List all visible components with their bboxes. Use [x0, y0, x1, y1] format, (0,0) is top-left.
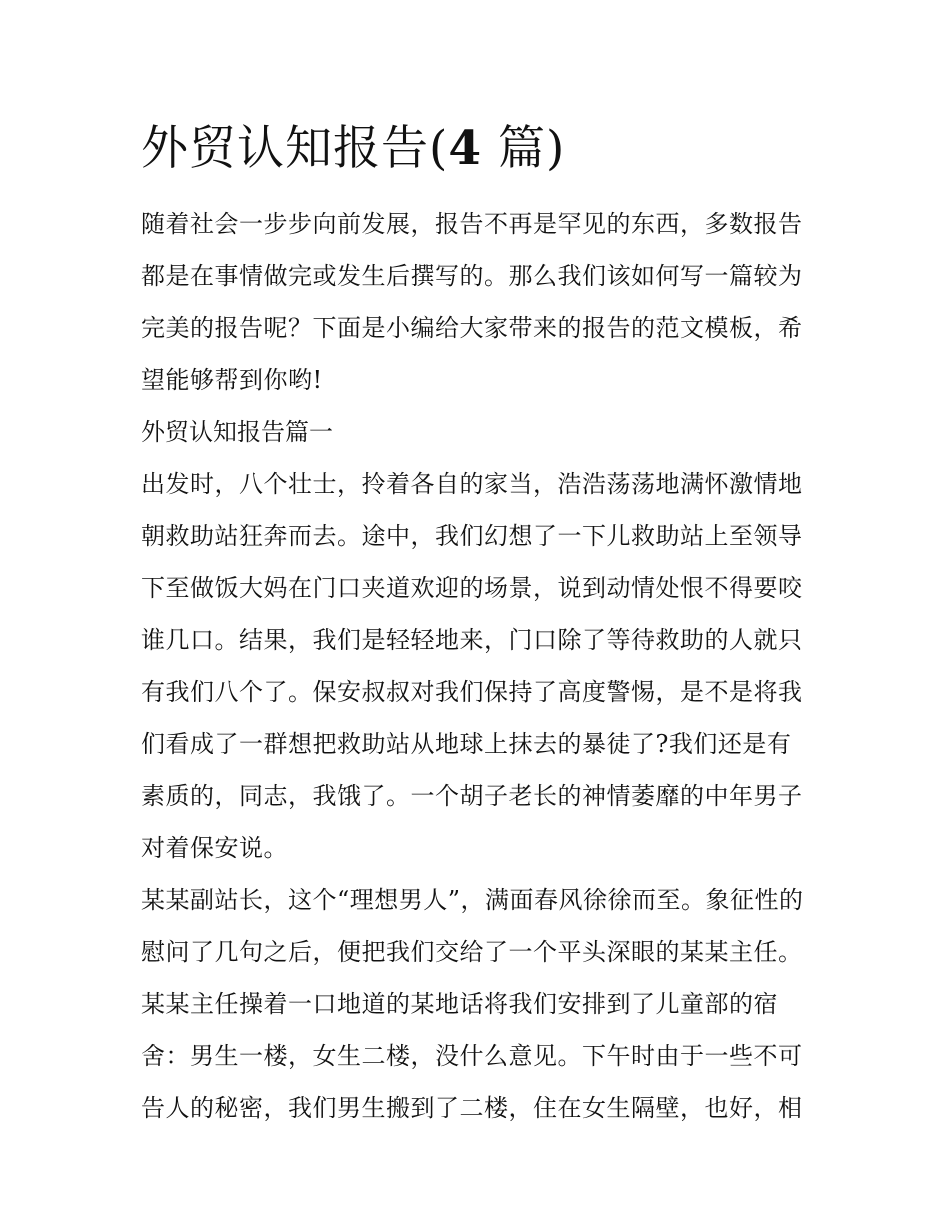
- intro-line: 都是在事情做完或发生后撰写的。那么我们该如何写一篇较为: [141, 262, 803, 290]
- paragraph-line: 朝救助站狂奔而去。途中，我们幻想了一下儿救助站上至领导: [141, 522, 803, 550]
- intro-paragraph: [141, 198, 821, 406]
- paragraph-line: 有我们八个了。保安叔叔对我们保持了高度警惕，是不是将我: [141, 678, 803, 706]
- paragraph-line: 告人的秘密，我们男生搬到了二楼，住在女生隔壁，也好，相: [141, 1094, 803, 1122]
- paragraph-line: 出发时，八个壮士，拎着各自的家当，浩浩荡荡地满怀激情地: [141, 470, 803, 498]
- paragraph-line: 某某副站长，这个“理想男人”，满面春风徐徐而至。象征性的: [141, 886, 804, 914]
- intro-line: 随着社会一步步向前发展，报告不再是罕见的东西，多数报告: [141, 210, 803, 238]
- paragraph-line: 谁几口。结果，我们是轻轻地来，门口除了等待救助的人就只: [141, 626, 803, 654]
- paragraph-line: 慰问了几句之后，便把我们交给了一个平头深眼的某某主任。: [141, 938, 803, 966]
- paragraph-1: [141, 458, 821, 874]
- intro-line: 望能够帮到你哟!: [141, 366, 323, 394]
- paragraph-line: 舍：男生一楼，女生二楼，没什么意见。下午时由于一些不可: [141, 1042, 803, 1070]
- title-prefix: 外贸认知报告(: [141, 121, 449, 176]
- paragraph-line: 某某主任操着一口地道的某地话将我们安排到了儿童部的宿: [141, 990, 778, 1018]
- paragraph-2: [141, 874, 821, 1134]
- title-number: 4: [448, 121, 483, 176]
- paragraph-line: 对着保安说。: [141, 834, 288, 862]
- document-content: [141, 114, 821, 1134]
- paragraph-line: 们看成了一群想把救助站从地球上抹去的暴徒了?我们还是有: [141, 730, 792, 758]
- intro-line: 完美的报告呢？下面是小编给大家带来的报告的范文模板，希: [141, 314, 803, 342]
- section-heading: 外贸认知报告篇一: [141, 418, 333, 446]
- paragraph-line: 素质的，同志，我饿了。一个胡子老长的神情萎靡的中年男子: [141, 782, 803, 810]
- title-suffix: 篇): [482, 121, 566, 176]
- document-title: [141, 114, 821, 184]
- paragraph-line: 下至做饭大妈在门口夹道欢迎的场景，说到动情处恨不得要咬: [141, 574, 803, 602]
- title-spacer: [141, 184, 821, 198]
